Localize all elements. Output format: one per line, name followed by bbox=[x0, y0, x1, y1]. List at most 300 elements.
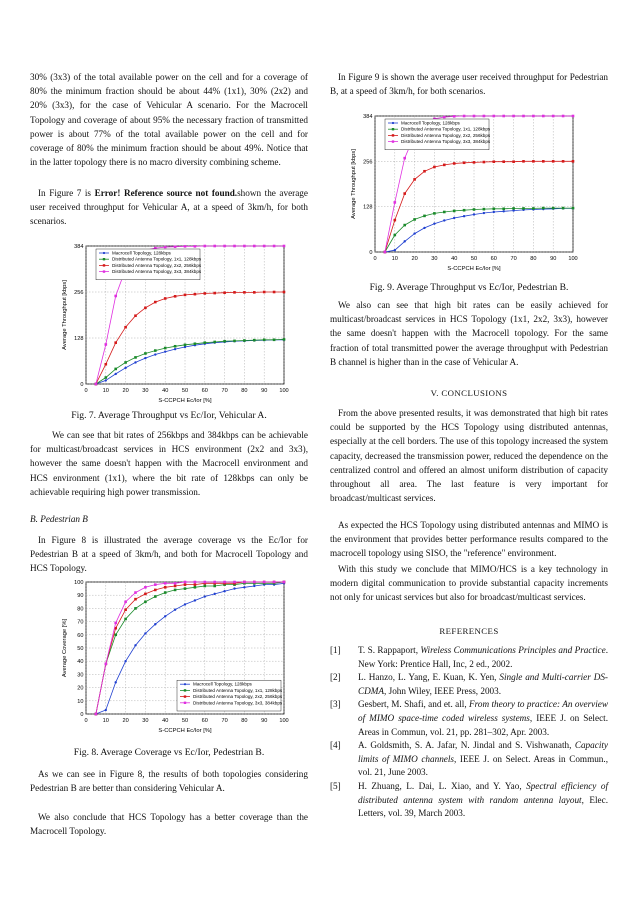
data-point bbox=[223, 245, 226, 248]
data-point bbox=[154, 301, 157, 304]
data-point bbox=[144, 632, 146, 634]
data-point bbox=[233, 245, 236, 248]
x-tick-label: 60 bbox=[201, 388, 208, 394]
data-point bbox=[114, 634, 117, 637]
paragraph: As expected the HCS Topology using distributed antennas and MIMO is the environment that provides better performance results compared to the macrocell topology using SISO, the "reference" environment. bbox=[330, 520, 608, 559]
legend-marker bbox=[392, 128, 394, 130]
data-point bbox=[394, 249, 396, 251]
paragraph: In Figure 9 is shown the average user received throughput for Pedestrian B, at a speed of 3km/h, for both scenarios. bbox=[330, 72, 608, 97]
reference-source: , John Wiley, IEEE Press, 2003. bbox=[384, 685, 502, 696]
data-point bbox=[124, 618, 127, 621]
x-tick-label: 30 bbox=[142, 388, 149, 394]
y-tick-label: 100 bbox=[74, 580, 84, 586]
data-point bbox=[154, 595, 157, 598]
paragraph: We also conclude that HCS Topology has a better coverage than the Macrocell Topology. bbox=[30, 812, 308, 837]
data-point bbox=[194, 599, 196, 601]
y-tick-label: 70 bbox=[77, 619, 84, 626]
data-point bbox=[394, 234, 397, 237]
data-point bbox=[194, 245, 197, 248]
y-tick-label: 10 bbox=[77, 698, 84, 705]
reference-number: [2] bbox=[330, 672, 341, 683]
data-point bbox=[502, 207, 505, 210]
data-point bbox=[194, 342, 197, 345]
reference-number: [4] bbox=[330, 740, 341, 751]
data-point bbox=[174, 348, 176, 350]
data-point bbox=[253, 581, 256, 584]
legend-label: Macrocell Topology, 128kbps bbox=[401, 120, 460, 126]
data-point bbox=[194, 581, 197, 584]
data-point bbox=[493, 211, 495, 213]
x-tick-label: 80 bbox=[241, 388, 248, 394]
data-point bbox=[194, 586, 197, 589]
data-point bbox=[403, 157, 406, 160]
x-axis-label: S-CCPCH Ec/Ior [%] bbox=[158, 728, 212, 734]
figure-8-chart bbox=[58, 576, 290, 740]
legend-label: Distributed Antenna Topology, 2x2, 256kbps bbox=[112, 262, 202, 268]
data-point bbox=[243, 586, 245, 588]
data-point bbox=[213, 585, 216, 588]
data-point bbox=[503, 210, 505, 212]
data-point bbox=[144, 601, 147, 604]
data-point bbox=[552, 115, 555, 118]
data-point bbox=[283, 338, 286, 341]
data-point bbox=[283, 245, 286, 248]
data-point bbox=[423, 215, 426, 218]
data-point bbox=[115, 373, 117, 375]
reference-source: , IEEE J. on Select. Areas in Commun., vol. 21, June 2003. bbox=[358, 753, 608, 778]
data-point bbox=[243, 581, 246, 584]
data-point bbox=[204, 581, 207, 584]
data-point bbox=[453, 210, 456, 213]
data-point bbox=[204, 292, 207, 295]
data-point bbox=[552, 160, 555, 163]
data-point bbox=[483, 161, 486, 164]
data-point bbox=[572, 207, 575, 210]
x-tick-label: 0 bbox=[373, 256, 377, 262]
data-point bbox=[184, 587, 187, 590]
data-point bbox=[243, 291, 246, 294]
data-point bbox=[164, 591, 167, 594]
data-point bbox=[204, 595, 206, 597]
y-tick-label: 0 bbox=[80, 382, 84, 388]
paragraph: In Figure 8 is illustrated the average coverage vs the Ec/Ior for Pedestrian B at a speed of 3km/h, and both for Macrocell Topology and HCS Topology. bbox=[30, 535, 308, 574]
data-point bbox=[483, 212, 485, 214]
data-point bbox=[164, 347, 167, 350]
data-point bbox=[134, 607, 137, 610]
data-point bbox=[184, 344, 187, 347]
data-point bbox=[154, 589, 157, 592]
data-point bbox=[134, 314, 137, 317]
data-point bbox=[413, 232, 415, 234]
data-point bbox=[174, 589, 177, 592]
data-point bbox=[114, 622, 117, 625]
legend-marker bbox=[103, 258, 105, 260]
data-point bbox=[115, 681, 117, 683]
y-tick-label: 384 bbox=[74, 244, 84, 250]
data-point bbox=[105, 343, 108, 346]
y-tick-label: 90 bbox=[77, 593, 84, 600]
data-point bbox=[124, 326, 127, 329]
data-point bbox=[134, 356, 137, 359]
data-point bbox=[233, 340, 236, 343]
data-point bbox=[144, 352, 147, 355]
data-point bbox=[194, 293, 197, 296]
reference-title: Capacity limits of MIMO channels bbox=[358, 740, 608, 764]
reference-title: Spectral efficiency of distributed antenna system with random antenna layout bbox=[358, 780, 608, 805]
data-point bbox=[105, 379, 107, 381]
data-point bbox=[263, 291, 266, 294]
reference-list bbox=[330, 644, 608, 821]
reference-item bbox=[330, 780, 608, 821]
data-point bbox=[114, 368, 117, 371]
data-point bbox=[433, 212, 436, 215]
data-point bbox=[164, 586, 167, 589]
data-point bbox=[174, 295, 177, 298]
data-point bbox=[483, 115, 486, 118]
legend-label: Macrocell Topology, 128kbps bbox=[193, 681, 252, 687]
data-point bbox=[512, 160, 515, 163]
x-tick-label: 60 bbox=[490, 256, 497, 262]
data-point bbox=[453, 115, 456, 118]
x-tick-label: 20 bbox=[122, 718, 129, 724]
reference-item bbox=[330, 739, 608, 780]
x-tick-label: 90 bbox=[261, 718, 268, 724]
data-point bbox=[463, 215, 465, 217]
data-point bbox=[134, 644, 136, 646]
data-point bbox=[164, 350, 166, 352]
data-point bbox=[105, 363, 108, 366]
data-point bbox=[522, 207, 525, 210]
data-point bbox=[233, 581, 236, 584]
x-tick-label: 10 bbox=[391, 256, 398, 262]
data-point bbox=[413, 178, 416, 181]
data-point bbox=[423, 170, 426, 173]
references-heading: REFERENCES bbox=[439, 626, 499, 636]
figure-9-caption: Fig. 9. Average Throughput vs Ec/Ior, Pedestrian B. bbox=[369, 282, 569, 293]
reference-source: . New York: Prentice Hall, Inc, 2 ed., 2002. bbox=[358, 645, 608, 669]
data-point bbox=[253, 585, 255, 587]
data-point bbox=[223, 291, 226, 294]
data-point bbox=[213, 341, 216, 344]
data-point bbox=[223, 590, 225, 592]
data-point bbox=[263, 245, 266, 248]
figure-7-caption: Fig. 7. Average Throughput vs Ec/Ior, Vehicular A. bbox=[71, 410, 267, 421]
data-point bbox=[273, 581, 276, 584]
paragraph-text: shown the average user received throughput for Vehicular A, at a speed of 3km/h, for both scenarios. bbox=[30, 188, 308, 227]
data-point bbox=[223, 340, 226, 343]
legend-marker bbox=[184, 689, 186, 691]
x-tick-label: 80 bbox=[241, 718, 248, 724]
data-point bbox=[144, 357, 146, 359]
reference-authors: Gesbert, M. Shafi, and et. all, bbox=[358, 699, 470, 710]
data-point bbox=[253, 291, 256, 294]
y-axis-label: Average Coverage [%] bbox=[62, 618, 68, 678]
x-tick-label: 70 bbox=[221, 718, 228, 724]
data-point bbox=[174, 585, 177, 588]
data-point bbox=[453, 217, 455, 219]
data-point bbox=[154, 583, 157, 586]
data-point bbox=[243, 339, 246, 342]
data-point bbox=[532, 207, 535, 210]
data-point bbox=[204, 585, 207, 588]
data-point bbox=[394, 201, 397, 204]
reference-authors: L. Hanzo, L. Yang, E. Kuan, K. Yen, bbox=[358, 672, 500, 683]
data-point bbox=[542, 160, 545, 163]
data-point bbox=[144, 593, 147, 596]
data-point bbox=[154, 353, 156, 355]
data-point bbox=[502, 160, 505, 163]
data-point bbox=[562, 115, 565, 118]
y-tick-label: 384 bbox=[363, 114, 373, 120]
legend-marker bbox=[184, 702, 186, 704]
section-heading: B. Pedestrian B bbox=[30, 514, 88, 524]
data-point bbox=[184, 294, 187, 297]
y-tick-label: 128 bbox=[74, 336, 84, 342]
data-point bbox=[233, 291, 236, 294]
legend-label: Distributed Antenna Topology, 2x2, 256kbps bbox=[401, 132, 491, 138]
reference-title: From theory to practice: An overview of MIMO space-time coded wireless systems bbox=[358, 699, 608, 723]
data-point bbox=[154, 623, 156, 625]
x-tick-label: 50 bbox=[181, 718, 189, 724]
data-point bbox=[253, 245, 256, 248]
x-tick-label: 80 bbox=[530, 256, 537, 262]
data-point bbox=[384, 251, 387, 254]
y-tick-label: 40 bbox=[77, 659, 84, 666]
reference-authors: H. Zhuang, L. Dai, L. Xiao, and Y. Yao, bbox=[358, 780, 527, 791]
data-point bbox=[463, 209, 466, 212]
x-tick-label: 100 bbox=[279, 718, 289, 724]
data-point bbox=[164, 246, 167, 249]
data-point bbox=[114, 295, 117, 298]
figure-9-chart bbox=[347, 110, 579, 278]
data-point bbox=[223, 581, 226, 584]
x-tick-label: 40 bbox=[451, 256, 458, 262]
data-point bbox=[433, 222, 435, 224]
legend-label: Distributed Antenna Topology, 1x1, 128kbps bbox=[112, 256, 202, 262]
reference-source: , IEEE J. on Select. Areas in Commun, vol. 21, pp. 281–302, Apr. 2003. bbox=[358, 712, 608, 737]
data-point bbox=[552, 207, 555, 210]
paragraph: We can see that bit rates of 256kbps and 384kbps can be achievable for multicast/broadcast services in HCS environment (2x2 and 3x3), however the same doesn't happen with the Macrocell environment and HCS environment (1x1), where the bit rate of 128kbps can only be achievable requiring high power transmission. bbox=[30, 430, 308, 497]
x-tick-label: 100 bbox=[279, 388, 289, 394]
data-point bbox=[194, 583, 197, 586]
data-point bbox=[273, 245, 276, 248]
legend-label: Distributed Antenna Topology, 3x3, 384kbps bbox=[112, 269, 202, 275]
data-point bbox=[572, 160, 575, 163]
data-point bbox=[124, 601, 127, 604]
data-point bbox=[105, 709, 107, 711]
data-point bbox=[174, 345, 177, 348]
data-point bbox=[233, 587, 235, 589]
x-tick-label: 30 bbox=[431, 256, 438, 262]
data-point bbox=[184, 583, 187, 586]
data-point bbox=[532, 160, 535, 163]
legend-marker bbox=[103, 264, 105, 266]
data-point bbox=[204, 341, 207, 344]
data-point bbox=[394, 219, 397, 222]
data-point bbox=[562, 160, 565, 163]
data-point bbox=[124, 608, 127, 611]
data-point bbox=[114, 341, 117, 344]
paragraph: As we can see in Figure 8, the results of both topologies considering Pedestrian B are better than considering Vehicular A. bbox=[30, 769, 308, 794]
data-point bbox=[134, 598, 137, 601]
data-point bbox=[443, 211, 446, 214]
data-point bbox=[124, 660, 126, 662]
x-tick-label: 30 bbox=[142, 718, 149, 724]
data-point bbox=[164, 297, 167, 300]
data-point bbox=[174, 609, 176, 611]
data-point bbox=[283, 291, 286, 294]
legend-marker bbox=[392, 122, 394, 124]
legend-label: Distributed Antenna Topology, 1x1, 128kbps bbox=[193, 687, 283, 693]
data-point bbox=[443, 164, 446, 167]
reference-number: [3] bbox=[330, 699, 341, 710]
y-tick-label: 0 bbox=[80, 712, 84, 718]
reference-number: [5] bbox=[330, 780, 341, 791]
data-point bbox=[473, 161, 476, 164]
legend-marker bbox=[392, 134, 394, 136]
x-axis-label: S-CCPCH Ec/Ior [%] bbox=[447, 266, 501, 272]
data-point bbox=[184, 603, 186, 605]
y-tick-label: 20 bbox=[77, 685, 84, 692]
legend-marker bbox=[103, 270, 105, 272]
x-axis-label: S-CCPCH Ec/Ior [%] bbox=[158, 398, 212, 404]
figure-7-chart bbox=[58, 240, 290, 410]
data-point bbox=[512, 115, 515, 118]
y-tick-label: 60 bbox=[77, 632, 84, 639]
y-tick-label: 80 bbox=[77, 606, 84, 613]
data-point bbox=[124, 367, 126, 369]
legend-marker bbox=[392, 140, 394, 142]
y-tick-label: 256 bbox=[74, 290, 84, 296]
data-point bbox=[443, 219, 445, 221]
data-point bbox=[403, 224, 406, 227]
x-tick-label: 60 bbox=[201, 718, 208, 724]
data-point bbox=[124, 361, 127, 364]
data-point bbox=[144, 307, 147, 310]
data-point bbox=[493, 160, 496, 163]
reference-title: Single and Multi-carrier DS-CDMA bbox=[358, 672, 608, 696]
data-point bbox=[213, 245, 216, 248]
data-point bbox=[493, 207, 496, 210]
reference-item bbox=[330, 671, 608, 698]
x-tick-label: 90 bbox=[261, 388, 268, 394]
data-point bbox=[164, 582, 167, 585]
data-point bbox=[273, 291, 276, 294]
x-tick-label: 90 bbox=[550, 256, 557, 262]
data-point bbox=[105, 663, 108, 666]
data-point bbox=[522, 115, 525, 118]
data-point bbox=[204, 245, 207, 248]
figure-8-caption: Fig. 8. Average Coverage vs Ec/Ior, Pedestrian B. bbox=[73, 747, 265, 758]
data-point bbox=[213, 581, 216, 584]
y-tick-label: 30 bbox=[77, 672, 84, 679]
data-point bbox=[403, 192, 406, 195]
y-axis-label: Average Throughput [kbps] bbox=[351, 149, 357, 219]
reference-item bbox=[330, 644, 608, 671]
data-point bbox=[473, 208, 476, 211]
x-tick-label: 0 bbox=[84, 388, 88, 394]
data-point bbox=[562, 207, 565, 210]
data-point bbox=[453, 162, 456, 165]
data-point bbox=[512, 207, 515, 210]
data-point bbox=[502, 115, 505, 118]
data-point bbox=[95, 383, 98, 386]
legend-label: Macrocell Topology, 128kbps bbox=[112, 250, 171, 256]
reference-number: [1] bbox=[330, 645, 341, 655]
x-tick-label: 20 bbox=[122, 388, 129, 394]
legend-marker bbox=[184, 683, 186, 685]
x-tick-label: 40 bbox=[162, 718, 169, 724]
data-point bbox=[134, 361, 136, 363]
reference-error: Error! Reference source not found. bbox=[94, 188, 238, 198]
data-point bbox=[404, 240, 406, 242]
y-axis-label: Average Throughput [kbps] bbox=[62, 280, 68, 350]
data-point bbox=[253, 339, 256, 342]
reference-item bbox=[330, 698, 608, 739]
legend-label: Distributed Antenna Topology, 3x3, 384kbps bbox=[401, 139, 491, 145]
paragraph: From the above presented results, it was demonstrated that high bit rates could be supported by the HCS Topology using distributed antennas, especially at the cell borders. The use of this topology increased the system capacity, decreased the transmission power, reduced the dependence on the centralized control and offered an almost uniform distribution of capacity throughout all area. The last feature is very important for broadcast/multicast services. bbox=[330, 408, 608, 504]
legend-label: Distributed Antenna Topology, 2x2, 256kbps bbox=[193, 694, 283, 700]
data-point bbox=[164, 615, 166, 617]
data-point bbox=[243, 245, 246, 248]
data-point bbox=[572, 115, 575, 118]
data-point bbox=[473, 115, 476, 118]
x-tick-label: 50 bbox=[470, 256, 478, 262]
reference-authors: T. S. Rappaport, bbox=[358, 645, 421, 655]
y-tick-label: 256 bbox=[363, 159, 373, 166]
reference-title: Wireless Communications Principles and Practice bbox=[420, 645, 606, 655]
data-point bbox=[144, 586, 147, 589]
x-tick-label: 0 bbox=[84, 718, 88, 724]
x-tick-label: 40 bbox=[162, 388, 169, 394]
reference-authors: A. Goldsmith, S. A. Jafar, N. Jindal and S. Vishwanath, bbox=[358, 740, 575, 751]
data-point bbox=[473, 213, 475, 215]
data-point bbox=[184, 581, 187, 584]
data-point bbox=[263, 581, 266, 584]
data-point bbox=[213, 292, 216, 295]
section-heading: V. CONCLUSIONS bbox=[430, 388, 508, 398]
x-tick-label: 10 bbox=[102, 388, 109, 394]
data-point bbox=[463, 115, 466, 118]
data-point bbox=[532, 115, 535, 118]
y-tick-label: 128 bbox=[363, 204, 373, 211]
data-point bbox=[95, 713, 98, 716]
data-point bbox=[214, 593, 216, 595]
data-point bbox=[542, 115, 545, 118]
legend-marker bbox=[103, 252, 105, 254]
data-point bbox=[483, 208, 486, 211]
data-point bbox=[522, 160, 525, 163]
x-tick-label: 50 bbox=[181, 388, 189, 394]
paragraph: We also can see that high bit rates can be easily achieved for multicast/broadcast services in HCS Topology (1x1, 2x2, 3x3), however the same doesn't happen with the Macrocell topology. For the same fraction of total transmitted power the average throughput with Pedestrian B channel is higher than in the case of Vehicular A. bbox=[330, 300, 608, 367]
data-point bbox=[134, 591, 137, 594]
x-tick-label: 100 bbox=[568, 256, 578, 262]
paragraph bbox=[30, 186, 308, 229]
x-tick-label: 70 bbox=[221, 388, 228, 394]
x-tick-label: 70 bbox=[510, 256, 517, 262]
x-tick-label: 10 bbox=[102, 718, 109, 724]
y-tick-label: 0 bbox=[369, 250, 373, 256]
data-point bbox=[154, 349, 157, 352]
reference-source: , Elec. Letters, vol. 39, March 2003. bbox=[358, 794, 608, 819]
data-point bbox=[263, 338, 266, 341]
data-point bbox=[184, 245, 187, 248]
data-point bbox=[105, 376, 108, 379]
y-tick-label: 50 bbox=[77, 646, 84, 652]
data-point bbox=[433, 166, 436, 169]
data-point bbox=[463, 161, 466, 164]
data-point bbox=[423, 227, 425, 229]
